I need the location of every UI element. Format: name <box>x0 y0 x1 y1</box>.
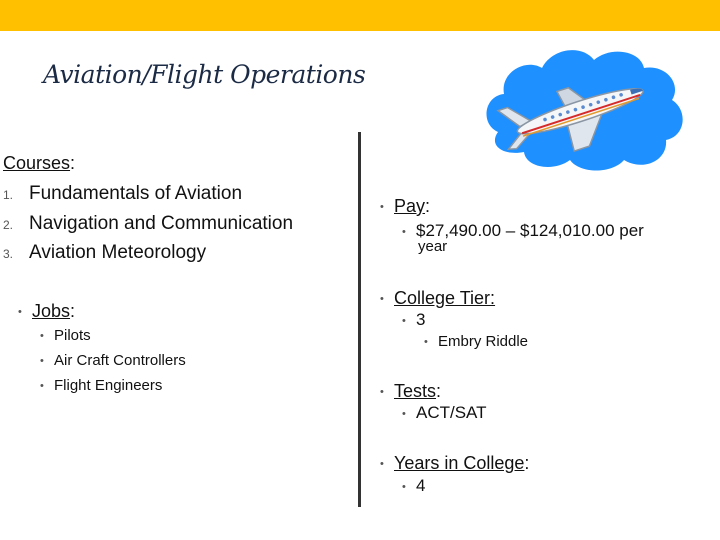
job-item <box>40 377 162 394</box>
tier-label: College Tier: <box>394 288 496 308</box>
bullet-icon: • <box>40 380 44 393</box>
course-text: Fundamentals of Aviation <box>29 183 243 204</box>
tier-value: 3 <box>416 310 426 329</box>
course-item <box>3 242 206 264</box>
bullet-icon: • <box>380 458 384 471</box>
job-text: Air Craft Controllers <box>54 352 186 369</box>
years-heading <box>380 453 529 474</box>
job-text: Pilots <box>54 327 91 344</box>
courses-heading <box>3 153 75 174</box>
tier-value-item <box>402 310 425 330</box>
pay-heading <box>380 196 430 217</box>
jobs-colon: : <box>70 301 76 321</box>
job-text: Flight Engineers <box>54 377 163 394</box>
tests-colon: : <box>436 381 442 401</box>
years-label: Years in College <box>394 453 525 473</box>
jobs-heading <box>18 301 75 322</box>
tests-label: Tests <box>394 381 437 401</box>
top-accent-bar <box>0 0 720 31</box>
bullet-icon: • <box>380 293 384 306</box>
bullet-icon: • <box>424 336 428 349</box>
job-item <box>40 352 186 369</box>
pay-value-line1: $27,490.00 – $124,010.00 per <box>416 221 644 240</box>
bullet-icon: • <box>380 386 384 399</box>
course-item <box>3 213 293 235</box>
bullet-icon: • <box>402 480 406 493</box>
years-colon: : <box>524 453 530 473</box>
tier-example-item <box>424 333 528 350</box>
years-value-item <box>402 476 425 496</box>
slide-title: Aviation/Flight Operations <box>43 60 366 89</box>
courses-label: Courses <box>3 153 71 173</box>
tier-heading <box>380 288 495 309</box>
course-item <box>3 183 242 205</box>
tier-example: Embry Riddle <box>438 333 529 350</box>
pay-label: Pay <box>394 196 426 216</box>
pay-colon: : <box>425 196 431 216</box>
course-number: 3. <box>3 247 14 261</box>
bullet-icon: • <box>40 355 44 368</box>
bullet-icon: • <box>402 314 406 327</box>
course-text: Navigation and Communication <box>29 213 294 234</box>
pay-value-line2: year <box>418 238 448 255</box>
job-item <box>40 327 91 344</box>
airplane-cloud-illustration <box>474 44 694 174</box>
course-text: Aviation Meteorology <box>29 242 207 263</box>
jobs-label: Jobs <box>32 301 71 321</box>
course-number: 2. <box>3 218 14 232</box>
tests-value: ACT/SAT <box>416 403 487 422</box>
years-value: 4 <box>416 476 426 495</box>
bullet-icon: • <box>380 201 384 214</box>
tests-heading <box>380 381 441 402</box>
bullet-icon: • <box>402 407 406 420</box>
airplane-icon <box>474 44 694 174</box>
bullet-icon: • <box>402 225 406 238</box>
course-number: 1. <box>3 188 14 202</box>
bullet-icon: • <box>18 306 22 319</box>
courses-colon: : <box>70 153 76 173</box>
column-divider <box>358 132 361 507</box>
bullet-icon: • <box>40 330 44 343</box>
tests-value-item <box>402 403 487 423</box>
